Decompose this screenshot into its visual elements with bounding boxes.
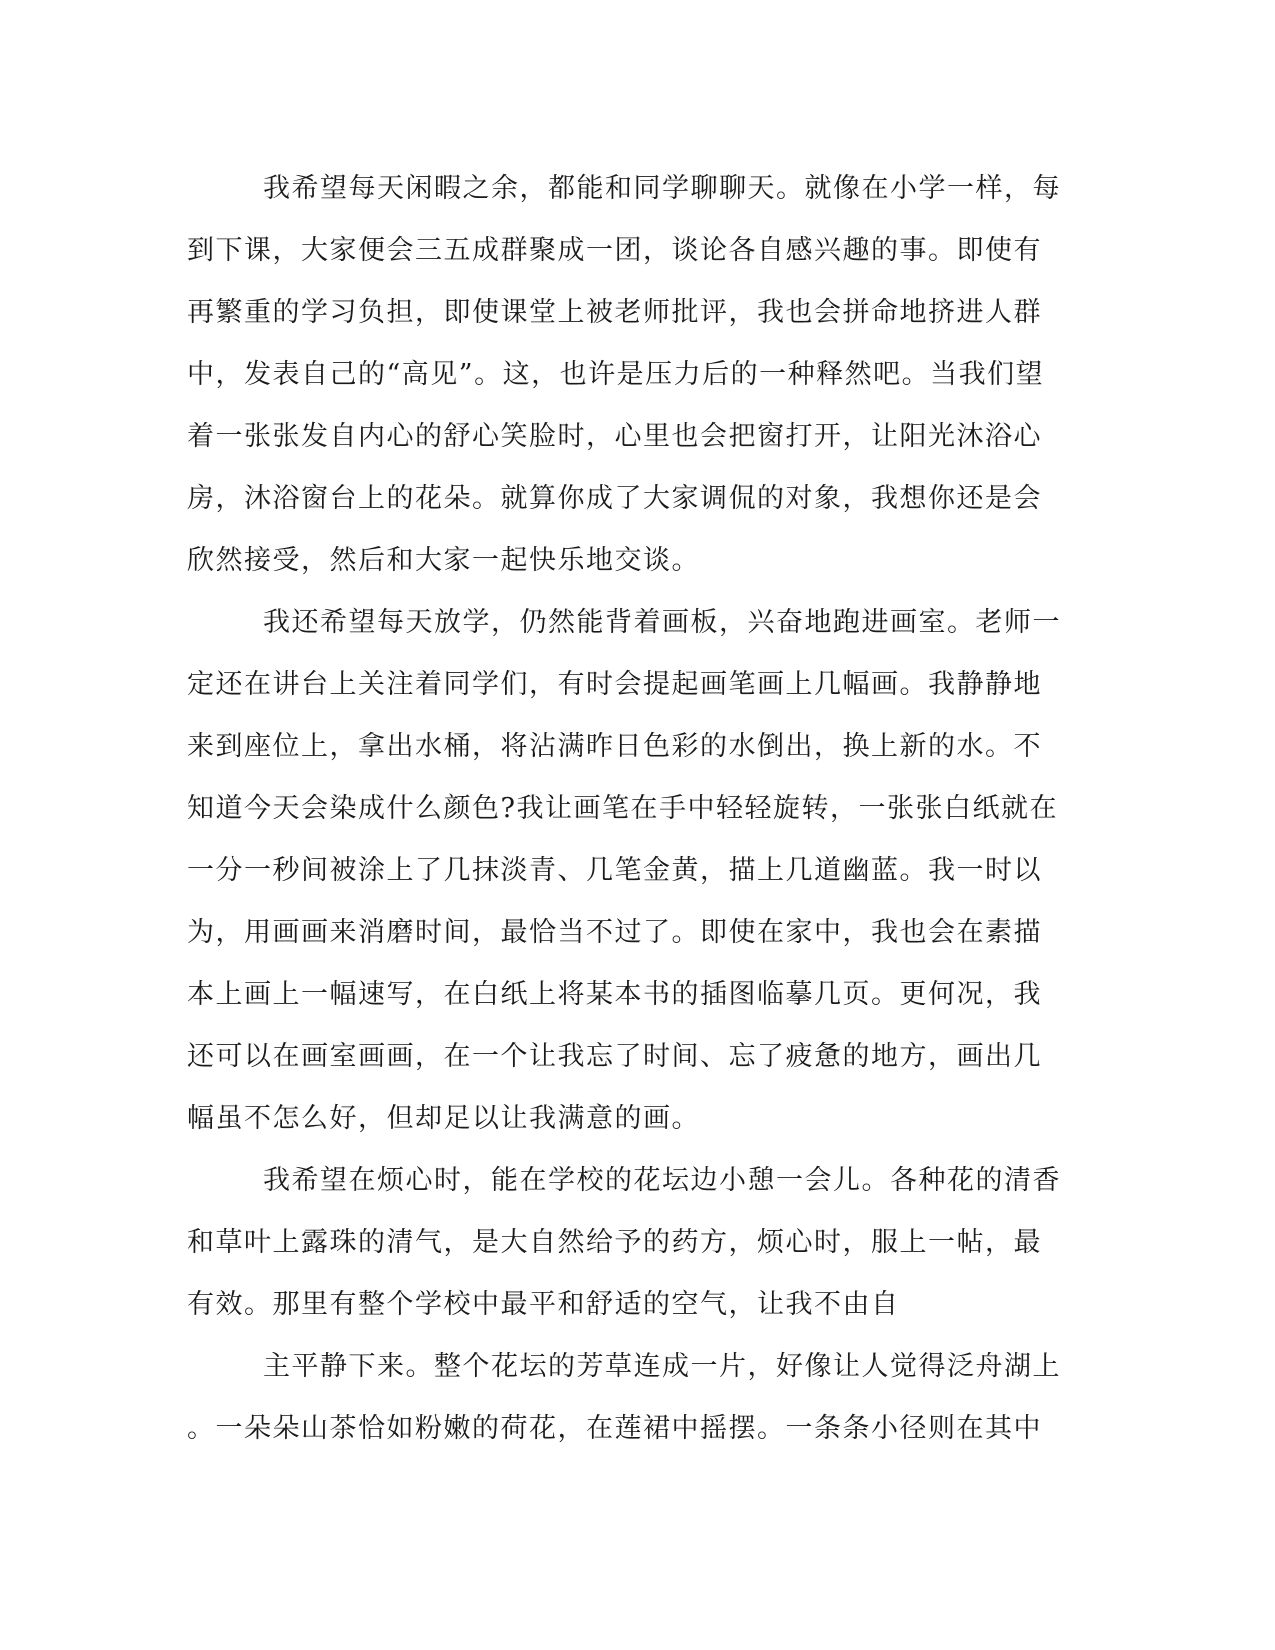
- text-line: 再繁重的学习负担，即使课堂上被老师批评，我也会拼命地挤进人群: [187, 297, 1042, 328]
- text-line: 房，沐浴窗台上的花朵。就算你成了大家调侃的对象，我想你还是会: [187, 483, 1042, 514]
- text-line: 主平静下来。整个花坛的芳草连成一片，好像让人觉得泛舟湖上: [263, 1351, 1061, 1382]
- text-line: 有效。那里有整个学校中最平和舒适的空气，让我不由自: [187, 1289, 900, 1320]
- text-line: 到下课，大家便会三五成群聚成一团，谈论各自感兴趣的事。即使有: [187, 235, 1042, 266]
- text-line: 为，用画画来消磨时间，最恰当不过了。即使在家中，我也会在素描: [187, 917, 1042, 948]
- text-line: 我希望每天闲暇之余，都能和同学聊聊天。就像在小学一样，每: [263, 173, 1061, 204]
- text-line: 和草叶上露珠的清气，是大自然给予的药方，烦心时，服上一帖，最: [187, 1227, 1042, 1258]
- text-line: 本上画上一幅速写，在白纸上将某本书的插图临摹几页。更何况，我: [187, 979, 1042, 1010]
- text-line: 中，发表自己的“高见”。这，也许是压力后的一种释然吧。当我们望: [187, 359, 1045, 390]
- text-line: 幅虽不怎么好，但却足以让我满意的画。: [187, 1103, 700, 1134]
- text-line: 着一张张发自内心的舒心笑脸时，心里也会把窗打开，让阳光沐浴心: [187, 421, 1042, 452]
- text-line: 还可以在画室画画，在一个让我忘了时间、忘了疲惫的地方，画出几: [187, 1041, 1042, 1072]
- text-line: 来到座位上，拿出水桶，将沾满昨日色彩的水倒出，换上新的水。不: [187, 731, 1042, 762]
- text-line: 。一朵朵山茶恰如粉嫩的荷花，在莲裙中摇摆。一条条小径则在其中: [187, 1413, 1042, 1444]
- text-line: 我还希望每天放学，仍然能背着画板，兴奋地跑进画室。老师一: [263, 607, 1061, 638]
- text-line: 知道今天会染成什么颜色?我让画笔在手中轻轻旋转，一张张白纸就在: [187, 793, 1058, 824]
- text-line: 欣然接受，然后和大家一起快乐地交谈。: [187, 545, 700, 576]
- text-line: 定还在讲台上关注着同学们，有时会提起画笔画上几幅画。我静静地: [187, 669, 1042, 700]
- text-line: 我希望在烦心时，能在学校的花坛边小憩一会儿。各种花的清香: [263, 1165, 1061, 1196]
- text-line: 一分一秒间被涂上了几抹淡青、几笔金黄，描上几道幽蓝。我一时以: [187, 855, 1042, 886]
- body-text: [187, 158, 1087, 1460]
